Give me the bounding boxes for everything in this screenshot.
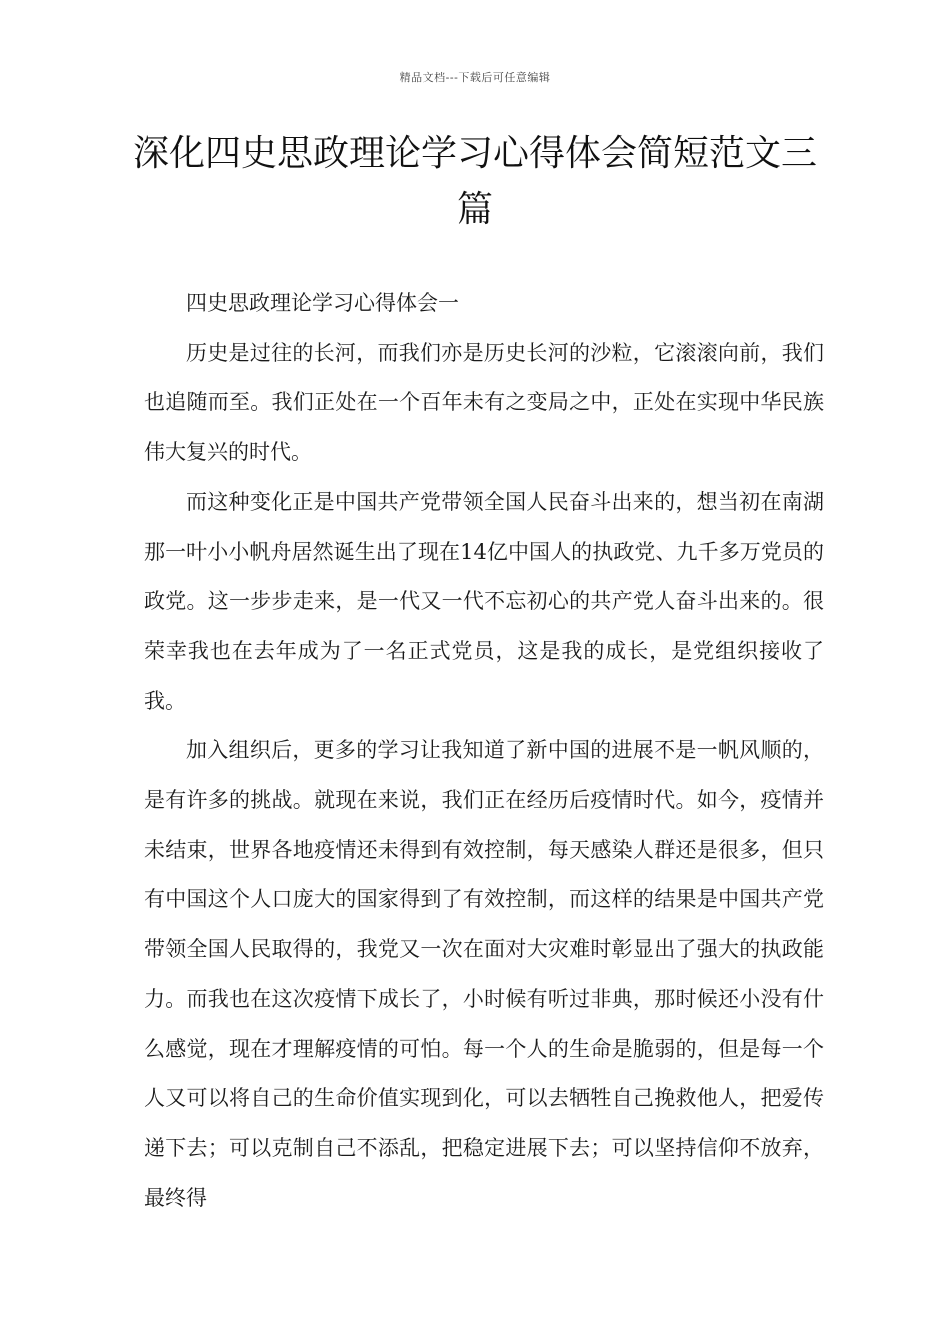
document-title: 深化四史思政理论学习心得体会简短范文三篇 bbox=[132, 133, 817, 230]
section-heading: 四史思政理论学习心得体会一 bbox=[186, 291, 459, 315]
header-note: 精品文档---下载后可任意编辑 bbox=[399, 71, 551, 84]
body-paragraph: 而这种变化正是中国共产党带领全国人民奋斗出来的，想当初在南湖那一叶小小帆舟居然诞生出了现在14亿中国人的执政党、九千多万党员的政党。这一步步走来，是一代又一代不忘初心的共产党人奋斗出来的。很荣幸我也在去年成为了一名正式党员，这是我的成长，是党组织接收了我。 bbox=[144, 489, 824, 713]
body-paragraph: 加入组织后，更多的学习让我知道了新中国的进展不是一帆风顺的，是有许多的挑战。就现在来说，我们正在经历后疫情时代。如今，疫情并未结束，世界各地疫情还未得到有效控制，每天感染人群还是很多，但只有中国这个人口庞大的国家得到了有效控制，而这样的结果是中国共产党带领全国人民取得的，我党又一次在面对大灾难时彰显出了强大的执政能力。而我也在这次疫情下成长了，小时候有听过非典，那时候还小没有什么感觉，现在才理解疫情的可怕。每一个人的生命是脆弱的，但是每一个人又可以将自己的生命价值实现到化，可以去牺牲自己挽救他人，把爱传递下去；可以克制自己不添乱，把稳定进展下去；可以坚持信仰不放弃，最终得 bbox=[144, 738, 824, 1210]
document-body bbox=[144, 279, 824, 1223]
body-paragraph: 历史是过往的长河，而我们亦是历史长河的沙粒，它滚滚向前，我们也追随而至。我们正处在一个百年未有之变局之中，正处在实现中华民族伟大复兴的时代。 bbox=[144, 340, 824, 465]
